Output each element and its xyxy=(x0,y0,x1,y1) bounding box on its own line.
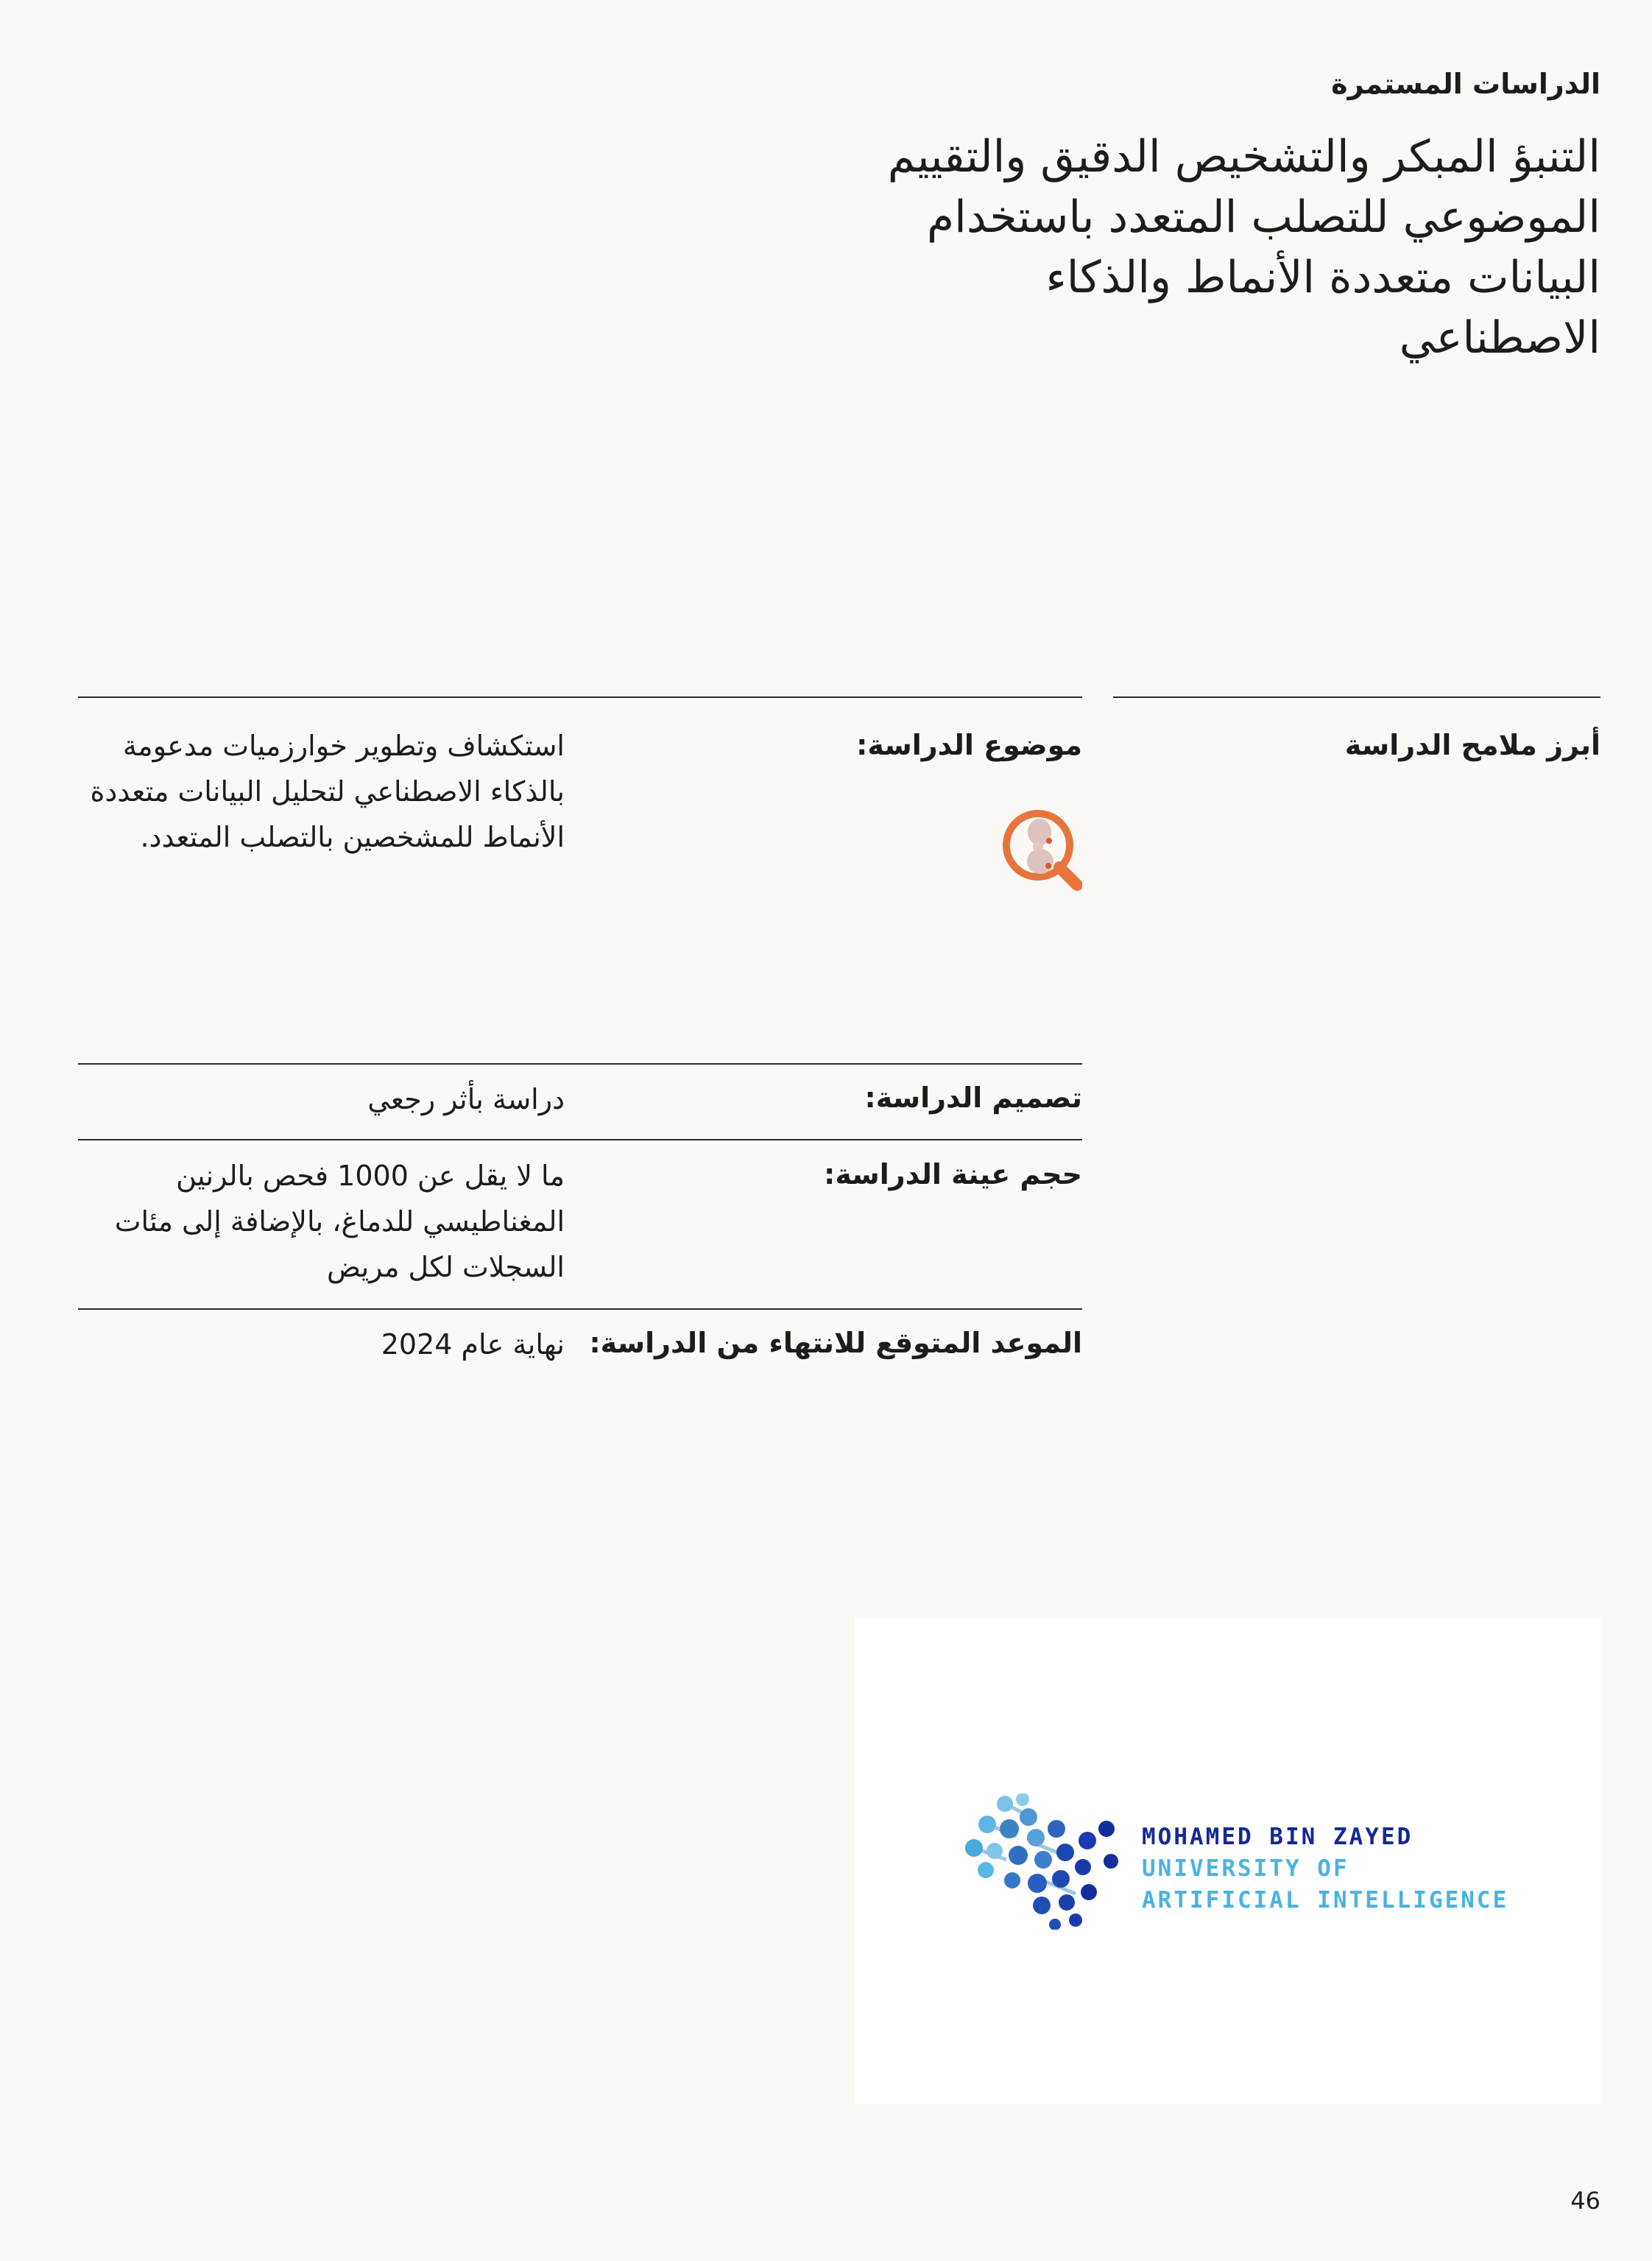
divider-design xyxy=(78,1063,1082,1065)
study-topic-value: استكشاف وتطوير خوارزميات مدعومة بالذكاء الاصطناعي لتحليل البيانات متعددة الأنماط للمشخصين بالتصلب المتعدد. xyxy=(90,730,565,853)
magnifier-brain-icon xyxy=(1001,803,1082,898)
divider-topic xyxy=(78,696,1082,698)
sample-size-label: حجم عينة الدراسة: xyxy=(824,1158,1082,1191)
study-design-label: تصميم الدراسة: xyxy=(864,1082,1082,1114)
logo-wordmark xyxy=(1142,1821,1508,1916)
logo-line-2: UNIVERSITY OF xyxy=(1142,1855,1349,1882)
section-label: الدراسات المستمرة xyxy=(1331,68,1600,100)
study-design-value: دراسة بأثر رجعي xyxy=(367,1083,565,1115)
page-number: 46 xyxy=(1570,2187,1600,2215)
sample-size-value: ما لا يقل عن 1000 فحص بالرنين المغناطيسي للدماغ، بالإضافة إلى مئات السجلات لكل مريض xyxy=(114,1160,565,1283)
logo-line-1: MOHAMED BIN ZAYED xyxy=(1142,1824,1413,1850)
study-topic-label: موضوع الدراسة: xyxy=(856,729,1082,761)
page-title: التنبؤ المبكر والتشخيص الدقيق والتقييم الموضوعي للتصلب المتعدد باستخدام البيانات متعددة الأنماط والذكاء الاصطناعي xyxy=(887,131,1600,364)
completion-date-label: الموعد المتوقع للانتهاء من الدراسة: xyxy=(589,1327,1082,1359)
divider-sample xyxy=(78,1139,1082,1140)
highlights-heading: أبرز ملامح الدراسة xyxy=(1344,729,1600,761)
divider-completion xyxy=(78,1308,1082,1310)
completion-date-value: نهاية عام 2024 xyxy=(381,1328,565,1361)
divider-highlights xyxy=(1113,696,1600,698)
university-logo xyxy=(855,1617,1600,2104)
logo-line-3: ARTIFICIAL INTELLIGENCE xyxy=(1142,1887,1509,1913)
logo-dots-icon xyxy=(965,1793,1123,1930)
